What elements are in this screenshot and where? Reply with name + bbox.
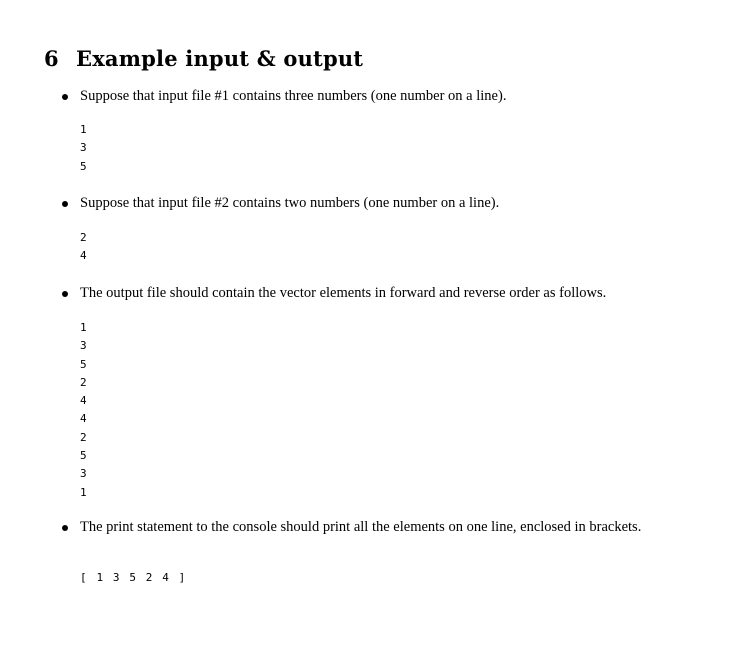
bullet-icon: [62, 525, 68, 531]
section-number: 6: [44, 46, 59, 71]
code-console-output: [ 1 3 5 2 4 ]: [80, 571, 187, 584]
code-line: 4: [80, 412, 87, 426]
bullet-text: The output file should contain the vector elements in forward and reverse order as follows.: [80, 285, 607, 301]
code-line: 3: [80, 339, 87, 353]
code-line: 5: [80, 449, 87, 463]
section-title-text: Example input & output: [76, 46, 364, 71]
code-line: 5: [80, 159, 87, 173]
code-block-input-file-2: [80, 229, 87, 266]
code-line: 1: [80, 123, 87, 136]
bullet-text: Suppose that input file #2 contains two numbers (one number on a line).: [80, 195, 500, 211]
code-line: 1: [80, 321, 87, 334]
code-block-output-file: [80, 319, 87, 502]
code-line: 4: [80, 394, 87, 408]
section-heading: [44, 46, 363, 71]
code-block-input-file-1: [80, 121, 87, 176]
bullet-icon: [62, 291, 68, 297]
code-line: 2: [80, 375, 87, 389]
code-line: 5: [80, 357, 87, 371]
bullet-text: Suppose that input file #1 contains three numbers (one number on a line).: [80, 88, 507, 104]
code-line: 3: [80, 141, 87, 155]
bullet-text: The print statement to the console should print all the elements on one line, enclosed in brackets.: [80, 519, 642, 535]
code-line: 2: [80, 231, 87, 244]
code-line: 2: [80, 430, 87, 444]
bullet-icon: [62, 201, 68, 207]
bullet-icon: [62, 94, 68, 100]
code-line: 3: [80, 467, 87, 481]
code-line: 4: [80, 249, 87, 263]
code-line: 1: [80, 485, 87, 499]
